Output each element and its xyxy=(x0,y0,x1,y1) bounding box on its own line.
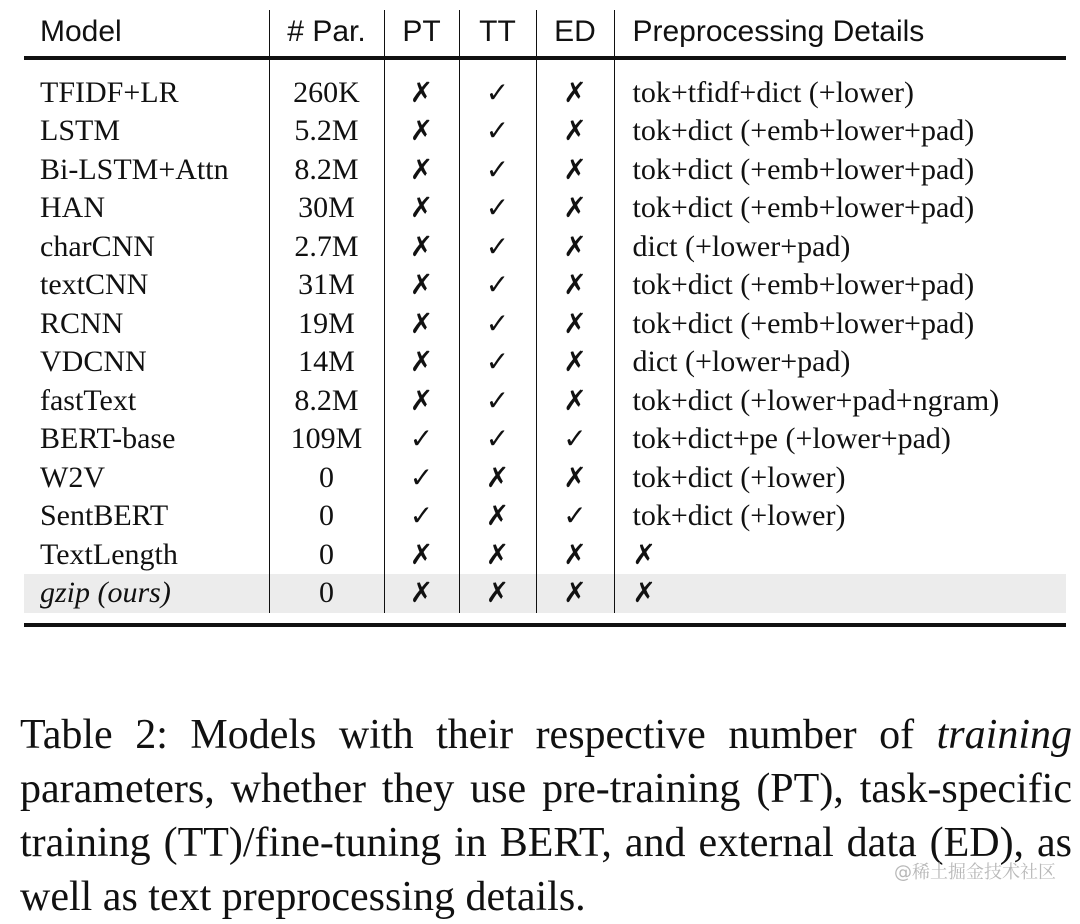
cell-pt: ✗ xyxy=(384,574,459,613)
cell-model: HAN xyxy=(24,189,269,228)
cell-ed: ✗ xyxy=(536,459,614,498)
cell-tt: ✓ xyxy=(459,420,536,459)
cell-ed: ✗ xyxy=(536,189,614,228)
cell-params: 0 xyxy=(269,497,384,536)
cell-model: W2V xyxy=(24,459,269,498)
table-row xyxy=(24,343,1066,382)
cell-preprocessing: tok+dict (+lower) xyxy=(632,460,846,494)
cell-preprocessing: tok+dict+pe (+lower+pad) xyxy=(632,422,951,456)
cell-pt: ✓ xyxy=(384,459,459,498)
cell-params: 260K xyxy=(269,58,384,112)
cell-preprocessing: dict (+lower+pad) xyxy=(632,345,851,379)
cell-preprocessing: dict (+lower+pad) xyxy=(632,229,851,263)
table-container xyxy=(24,10,1066,627)
cell-preprocessing: tok+dict (+lower+pad+ngram) xyxy=(632,383,1000,417)
cell-ed: ✗ xyxy=(536,536,614,575)
table-row xyxy=(24,228,1066,267)
cell-pt: ✗ xyxy=(384,58,459,112)
cell-preprocessing: ✗ xyxy=(632,537,656,571)
cell-pt: ✗ xyxy=(384,305,459,344)
table-row xyxy=(24,266,1066,305)
cell-params: 2.7M xyxy=(269,228,384,267)
table-row xyxy=(24,151,1066,190)
cell-ed: ✗ xyxy=(536,266,614,305)
cell-ed: ✗ xyxy=(536,112,614,151)
table-caption xyxy=(20,708,1072,924)
cell-preprocessing: tok+dict (+emb+lower+pad) xyxy=(632,306,975,340)
cell-pt: ✗ xyxy=(384,382,459,421)
table-row xyxy=(24,112,1066,151)
header-params: # Par. xyxy=(269,10,384,58)
cell-preprocessing: tok+dict (+emb+lower+pad) xyxy=(632,152,975,186)
cell-preprocessing: tok+dict (+lower) xyxy=(632,499,846,533)
cell-model: SentBERT xyxy=(24,497,269,536)
cell-params: 0 xyxy=(269,574,384,613)
cell-tt: ✓ xyxy=(459,112,536,151)
cell-model: gzip (ours) xyxy=(24,574,269,613)
table-row xyxy=(24,459,1066,498)
header-pt: PT xyxy=(384,10,459,58)
cell-params: 109M xyxy=(269,420,384,459)
cell-ed: ✓ xyxy=(536,497,614,536)
cell-pt: ✗ xyxy=(384,266,459,305)
header-model: Model xyxy=(24,10,269,58)
cell-params: 31M xyxy=(269,266,384,305)
models-table xyxy=(24,10,1066,613)
cell-params: 8.2M xyxy=(269,151,384,190)
cell-ed: ✗ xyxy=(536,343,614,382)
cell-tt: ✓ xyxy=(459,151,536,190)
header-ed: ED xyxy=(536,10,614,58)
cell-tt: ✗ xyxy=(459,536,536,575)
caption-prefix: Table 2: Models with their respective number of xyxy=(20,712,937,758)
watermark: @稀土掘金技术社区 xyxy=(894,862,1056,883)
cell-ed: ✗ xyxy=(536,574,614,613)
table-row-highlighted xyxy=(24,574,1066,613)
cell-model: BERT-base xyxy=(24,420,269,459)
table-bottom-rule xyxy=(24,623,1066,627)
caption-emphasis: training xyxy=(936,712,1072,758)
cell-pt: ✗ xyxy=(384,343,459,382)
cell-tt: ✓ xyxy=(459,266,536,305)
table-row xyxy=(24,382,1066,421)
cell-params: 8.2M xyxy=(269,382,384,421)
cell-tt: ✓ xyxy=(459,58,536,112)
cell-ed: ✗ xyxy=(536,228,614,267)
table-header-row xyxy=(24,10,1066,58)
cell-pt: ✗ xyxy=(384,151,459,190)
cell-tt: ✓ xyxy=(459,382,536,421)
cell-pt: ✗ xyxy=(384,112,459,151)
header-tt: TT xyxy=(459,10,536,58)
cell-model: Bi-LSTM+Attn xyxy=(24,151,269,190)
cell-ed: ✗ xyxy=(536,305,614,344)
table-row xyxy=(24,189,1066,228)
cell-model: VDCNN xyxy=(24,343,269,382)
cell-ed: ✗ xyxy=(536,151,614,190)
cell-preprocessing: tok+dict (+emb+lower+pad) xyxy=(632,268,975,302)
cell-tt: ✗ xyxy=(459,459,536,498)
cell-tt: ✓ xyxy=(459,189,536,228)
cell-model: charCNN xyxy=(24,228,269,267)
cell-ed: ✗ xyxy=(536,58,614,112)
cell-preprocessing: ✗ xyxy=(614,574,1066,613)
cell-preprocessing: tok+dict (+emb+lower+pad) xyxy=(632,191,975,225)
cell-params: 19M xyxy=(269,305,384,344)
cell-model: fastText xyxy=(24,382,269,421)
cell-ed: ✗ xyxy=(536,382,614,421)
cell-preprocessing: tok+dict (+emb+lower+pad) xyxy=(632,114,975,148)
cell-pt: ✗ xyxy=(384,536,459,575)
cell-tt: ✗ xyxy=(459,574,536,613)
cell-params: 0 xyxy=(269,536,384,575)
table-row xyxy=(24,536,1066,575)
cell-tt: ✓ xyxy=(459,305,536,344)
cell-params: 14M xyxy=(269,343,384,382)
cell-model: LSTM xyxy=(24,112,269,151)
table-row xyxy=(24,420,1066,459)
cell-tt: ✓ xyxy=(459,228,536,267)
cell-pt: ✗ xyxy=(384,189,459,228)
cell-params: 0 xyxy=(269,459,384,498)
cell-params: 30M xyxy=(269,189,384,228)
cell-pt: ✓ xyxy=(384,497,459,536)
cell-tt: ✓ xyxy=(459,343,536,382)
table-row xyxy=(24,305,1066,344)
cell-pt: ✓ xyxy=(384,420,459,459)
cell-model: textCNN xyxy=(24,266,269,305)
table-row xyxy=(24,497,1066,536)
cell-model: TFIDF+LR xyxy=(24,58,269,112)
cell-model: RCNN xyxy=(24,305,269,344)
caption-suffix: parameters, whether they use pre-training (PT), task-specific training (TT)/fine-tuning in BERT, and external data (ED), as well as text preprocessing details. xyxy=(20,766,1072,920)
header-preprocessing: Preprocessing Details xyxy=(632,15,925,48)
cell-params: 5.2M xyxy=(269,112,384,151)
cell-ed: ✓ xyxy=(536,420,614,459)
cell-model: TextLength xyxy=(24,536,269,575)
cell-preprocessing: tok+tfidf+dict (+lower) xyxy=(632,76,915,109)
cell-tt: ✗ xyxy=(459,497,536,536)
table-row xyxy=(24,58,1066,112)
cell-pt: ✗ xyxy=(384,228,459,267)
